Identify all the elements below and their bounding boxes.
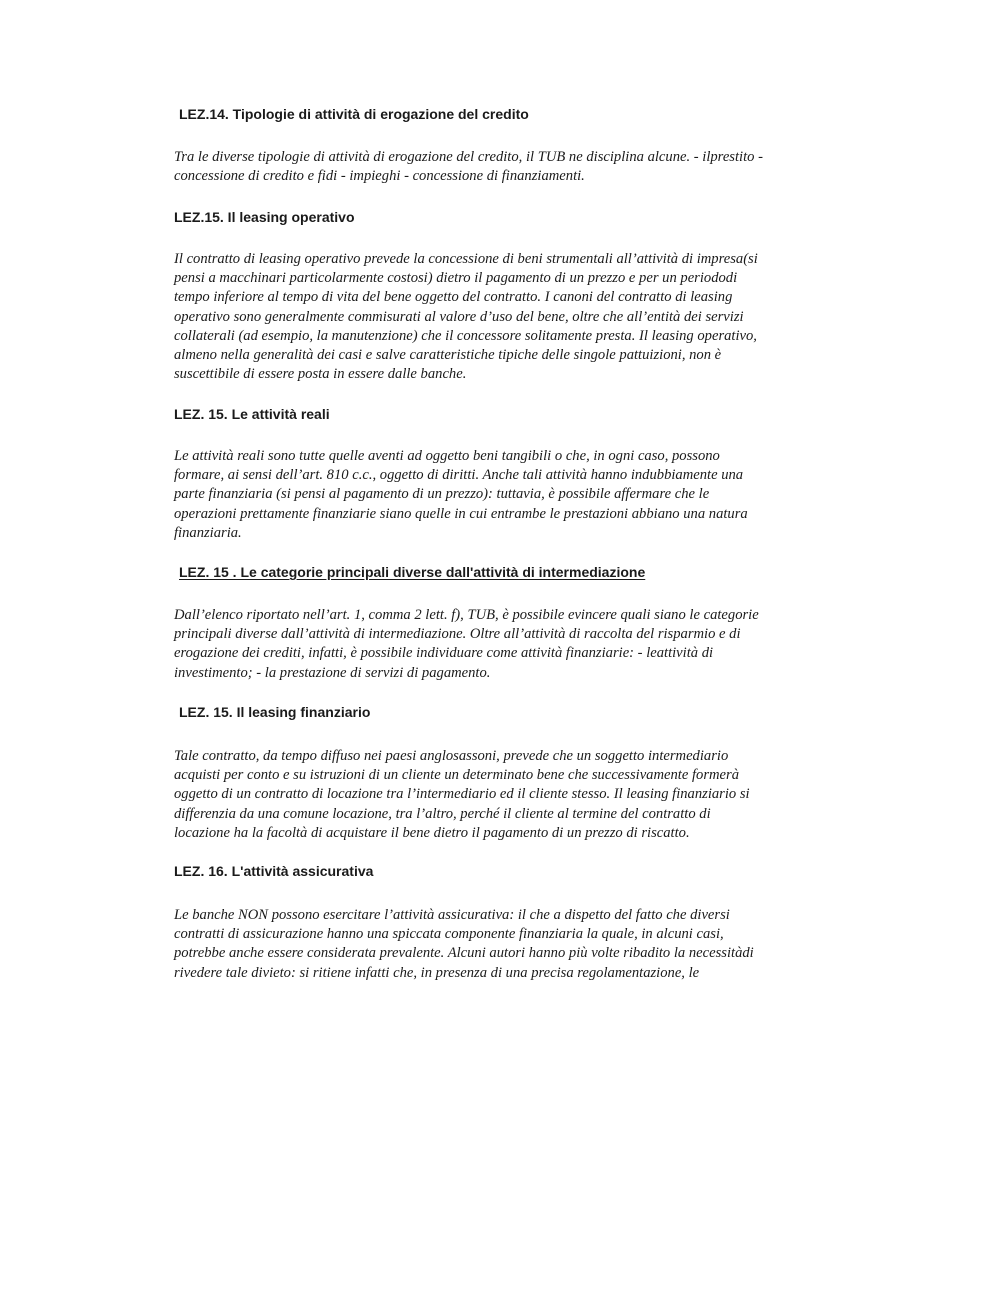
text-line: Le banche NON possono esercitare l’attività assicurativa: il che a dispetto del fatto che diversi	[174, 907, 730, 923]
text-line: Tale contratto, da tempo diffuso nei paesi anglosassoni, prevede che un soggetto intermediario	[174, 748, 729, 764]
text-line: principali diverse dall’attività di intermediazione. Oltre all’attività di raccolta del risparmio e di	[174, 626, 741, 643]
text-line: oggetto di un contratto di locazione tra l’intermediario ed il cliente stesso. Il leasing finanziario si	[174, 786, 750, 803]
text-line: erogazione dei crediti, infatti, è possibile individuare come attività finanziarie: - leattività di	[174, 645, 714, 662]
section-body	[174, 747, 814, 843]
text-line: finanziaria.	[174, 524, 242, 541]
text-line: tempo inferiore al tempo di vita del bene oggetto del contratto. I canoni del contratto di leasing	[174, 289, 733, 306]
text-line: Le attività reali sono tutte quelle aventi ad oggetto beni tangibili o che, in ogni caso, possono	[174, 448, 720, 464]
text-line: concessione di credito e fidi - impieghi - concessione di finanziamenti.	[174, 168, 585, 185]
text-line: potrebbe anche essere considerata prevalente. Alcuni autori hanno più volte ribadito la necessitàdi	[174, 945, 754, 962]
text-line: formare, ai sensi dell’art. 810 c.c., oggetto di diritti. Anche tali attività hanno indubbiamente una	[174, 467, 744, 484]
text-line: collaterali (ad esempio, la manutenzione) che il concessore solitamente presta. Il leasing operativo,	[174, 327, 757, 344]
text-line: almeno nella generalità dei casi e salve caratteristiche tipiche delle singole pattuizioni, non è	[174, 347, 722, 364]
text-line: pensi a macchinari particolarmente costosi) dietro il pagamento di un prezzo e per un periododi	[174, 270, 738, 287]
section-body	[174, 447, 814, 543]
text-line: locazione ha la facoltà di acquistare il bene dietro il pagamento di un prezzo di riscatto.	[174, 824, 690, 841]
text-line: contratti di assicurazione hanno una spiccata componente finanziaria la quale, in alcuni casi,	[174, 926, 724, 943]
section-lez14-erogazione-credito	[174, 105, 814, 185]
section-heading: LEZ. 15. Il leasing finanziario	[179, 704, 371, 720]
text-line: parte finanziaria (si pensi al pagamento di un prezzo): tuttavia, è possibile affermare che le	[174, 486, 710, 503]
text-line: rivedere tale divieto: si ritiene infatti che, in presenza di una precisa regolamentazione, le	[174, 964, 700, 981]
text-line: Dall’elenco riportato nell’art. 1, comma 2 lett. f), TUB, è possibile evincere quali siano le categorie	[174, 607, 759, 623]
section-lez15-attivita-reali	[174, 405, 814, 541]
section-lez15-categorie-principali	[174, 563, 814, 681]
text-line: investimento; - la prestazione di servizi di pagamento.	[174, 664, 491, 681]
text-line: operazioni prettamente finanziarie siano quelle in cui entrambe le prestazioni abbiano una natura	[174, 505, 748, 522]
text-line: suscettibile di essere posta in essere dalle banche.	[174, 366, 467, 383]
text-line: Tra le diverse tipologie di attività di erogazione del credito, il TUB ne disciplina alcune. - ilprestito -	[174, 149, 763, 165]
section-body	[174, 148, 814, 186]
text-line: acquisti per conto e su istruzioni di un cliente un determinato bene che successivamente formerà	[174, 767, 739, 784]
section-heading: LEZ. 15. Le attività reali	[174, 406, 330, 422]
text-line: differenzia da una comune locazione, tra l’altro, perché il cliente al termine del contratto di	[174, 805, 711, 822]
text-line: operativo sono generalmente commisurati al valore d’uso del bene, oltre che all’entità dei servizi	[174, 308, 744, 325]
section-lez15-leasing-operativo	[174, 208, 814, 383]
section-body	[174, 606, 814, 683]
section-lez16-attivita-assicurativa	[174, 862, 814, 981]
section-heading: LEZ.14. Tipologie di attività di erogazione del credito	[179, 106, 529, 122]
section-body	[174, 250, 814, 384]
section-body	[174, 906, 814, 983]
section-lez15-leasing-finanziario	[174, 703, 814, 841]
section-heading: LEZ. 16. L'attività assicurativa	[174, 863, 374, 879]
section-heading: LEZ. 15 . Le categorie principali diverse dall'attività di intermediazione	[179, 564, 646, 580]
section-heading: LEZ.15. Il leasing operativo	[174, 209, 355, 225]
text-line: Il contratto di leasing operativo prevede la concessione di beni strumentali all’attività di impresa(si	[174, 251, 758, 267]
